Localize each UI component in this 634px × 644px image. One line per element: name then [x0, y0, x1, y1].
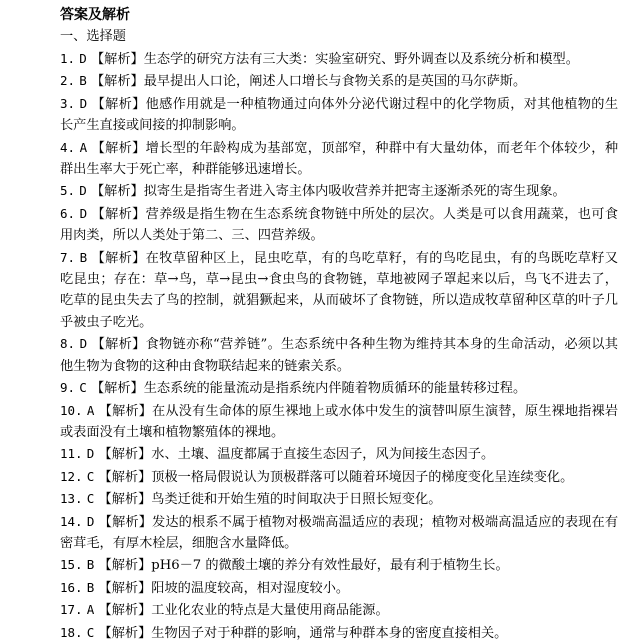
question-number: 18. — [60, 624, 83, 640]
answer-letter: B — [86, 579, 95, 595]
answer-letter: A — [86, 602, 95, 618]
page-title: 答案及解析 — [60, 7, 130, 23]
analysis-text: 在牧草留种区上，昆虫吃草，有的鸟吃草籽，有的鸟吃昆虫，有的鸟既吃草籽又吃昆虫；存在：草→鸟，草→昆虫→食虫鸟的食物链，草地被网子罩起来以后，鸟飞不进去了，吃草的昆虫失去了鸟的控制，就猖獗起来，从而破坏了食物链，所以造成牧草留种区草的叶子几乎被虫子吃光。 — [60, 250, 618, 330]
question-number: 17. — [60, 602, 83, 618]
answer-item — [60, 70, 618, 92]
question-number: 10. — [60, 402, 83, 418]
analysis-text: 营养级是指生物在生态系统食物链中所处的层次。人类是可以食用蔬菜，也可食用肉类，所以人类处于第二、三、四营养级。 — [60, 206, 618, 244]
analysis-tag: 【解析】 — [98, 469, 152, 485]
answer-item — [60, 599, 618, 621]
answer-item — [60, 137, 618, 181]
analysis-tag: 【解析】 — [98, 514, 153, 530]
answer-item — [60, 247, 618, 334]
analysis-text: 水、土壤、温度都属于直接生态因子，风为间接生态因子。 — [151, 447, 495, 463]
question-number: 8. — [60, 336, 76, 352]
answer-item — [60, 48, 618, 70]
question-number: 13. — [60, 491, 83, 507]
analysis-tag: 【解析】 — [98, 492, 152, 508]
analysis-text: 他感作用就是一种植物通过向体外分泌代谢过程中的化学物质，对其他植物的生长产生直接或间接的抑制影响。 — [60, 96, 618, 134]
answer-letter: C — [86, 468, 95, 484]
analysis-text: 增长型的年龄构成为基部宽，顶部窄，种群中有大量幼体，而老年个体较少，种群出生率大于死亡率，种群能够迅速增长。 — [60, 140, 618, 178]
analysis-tag: 【解析】 — [98, 580, 152, 596]
answer-letter: D — [79, 336, 88, 352]
answer-item — [60, 203, 618, 247]
analysis-tag: 【解析】 — [91, 52, 144, 67]
answer-letter: D — [79, 205, 88, 221]
analysis-text: 食物链亦称“营养链”。生态系统中各种生物为维持其本身的生命活动，必须以其他生物为食物的这种由食物联结起来的链索关系。 — [60, 337, 618, 374]
answer-item — [60, 511, 618, 555]
answer-letter: D — [79, 183, 87, 199]
answer-letter: D — [79, 51, 87, 66]
question-number: 11. — [60, 446, 83, 462]
question-number: 16. — [60, 579, 83, 595]
answer-item — [60, 554, 618, 576]
analysis-tag: 【解析】 — [91, 74, 144, 90]
analysis-tag: 【解析】 — [98, 603, 152, 619]
answer-letter: D — [86, 513, 95, 529]
analysis-tag: 【解析】 — [91, 184, 144, 200]
answer-item — [60, 488, 618, 510]
analysis-tag: 【解析】 — [98, 558, 152, 574]
analysis-text: 最早提出人口论，阐述人口增长与食物关系的是英国的马尔萨斯。 — [143, 74, 527, 90]
answer-item — [60, 466, 618, 488]
section-heading: 一、选择题 — [60, 29, 126, 44]
analysis-tag: 【解析】 — [98, 447, 152, 463]
answer-letter: C — [86, 624, 95, 640]
analysis-tag: 【解析】 — [91, 140, 146, 156]
answer-item — [60, 400, 618, 444]
question-number: 3. — [60, 95, 76, 111]
analysis-tag: 【解析】 — [91, 250, 146, 266]
answer-letter: C — [79, 380, 87, 396]
question-number: 7. — [60, 249, 76, 265]
question-number: 1. — [60, 51, 76, 66]
answer-item — [60, 443, 618, 465]
analysis-text: 顶极一格局假说认为顶极群落可以随着环境因子的梯度变化呈连续变化。 — [151, 469, 574, 485]
analysis-tag: 【解析】 — [91, 337, 146, 353]
question-number: 2. — [60, 73, 76, 89]
answer-letter: B — [79, 73, 87, 89]
analysis-text: 在从没有生命体的原生裸地上或水体中发生的演替叫原生演替，原生裸地指裸岩或表面没有土壤和植物繁殖体的裸地。 — [60, 403, 619, 440]
question-number: 5. — [60, 183, 76, 199]
question-number: 4. — [60, 139, 76, 155]
answer-item — [60, 93, 618, 137]
answer-item — [60, 377, 618, 399]
analysis-text: 拟寄生是指寄生者进入寄主体内吸收营养并把寄主逐渐杀死的寄生现象。 — [143, 184, 566, 200]
question-list — [60, 48, 618, 644]
answer-letter: D — [79, 95, 88, 111]
analysis-text: 阳坡的温度较高，相对湿度较小。 — [151, 580, 350, 596]
question-number: 12. — [60, 468, 83, 484]
question-number: 15. — [60, 557, 83, 573]
answer-letter: A — [86, 402, 95, 418]
analysis-tag: 【解析】 — [98, 625, 152, 641]
analysis-tag: 【解析】 — [91, 206, 146, 222]
question-number: 14. — [60, 513, 83, 529]
answer-letter: A — [79, 139, 88, 155]
question-number: 6. — [60, 205, 76, 221]
answer-letter: B — [79, 249, 88, 265]
answer-letter: D — [86, 446, 95, 462]
answer-letter: C — [86, 491, 95, 507]
analysis-tag: 【解析】 — [91, 381, 144, 397]
analysis-tag: 【解析】 — [98, 403, 153, 419]
analysis-text: 生态学的研究方法有三大类：实验室研究、野外调查以及系统分析和模型。 — [143, 52, 579, 67]
answer-letter: B — [86, 557, 95, 573]
analysis-text: 发达的根系不属于植物对极端高温适应的表现；植物对极端高温适应的表现在有密茸毛，有厚木栓层，细胞含水量降低。 — [60, 514, 619, 551]
answer-item — [60, 577, 618, 599]
answer-item — [60, 180, 618, 202]
analysis-text: 生物因子对于种群的影响，通常与种群本身的密度直接相关。 — [151, 625, 508, 641]
question-number: 9. — [60, 380, 76, 396]
analysis-text: 鸟类迁徙和开始生殖的时间取决于日照长短变化。 — [151, 492, 442, 508]
answer-item — [60, 333, 618, 377]
analysis-text: 工业化农业的特点是大量使用商品能源。 — [151, 603, 389, 619]
analysis-tag: 【解析】 — [91, 96, 146, 112]
analysis-text: pH6－7 的微酸土壤的养分有效性最好，最有利于植物生长。 — [151, 558, 509, 574]
analysis-text: 生态系统的能量流动是指系统内伴随着物质循环的能量转移过程。 — [143, 381, 527, 397]
